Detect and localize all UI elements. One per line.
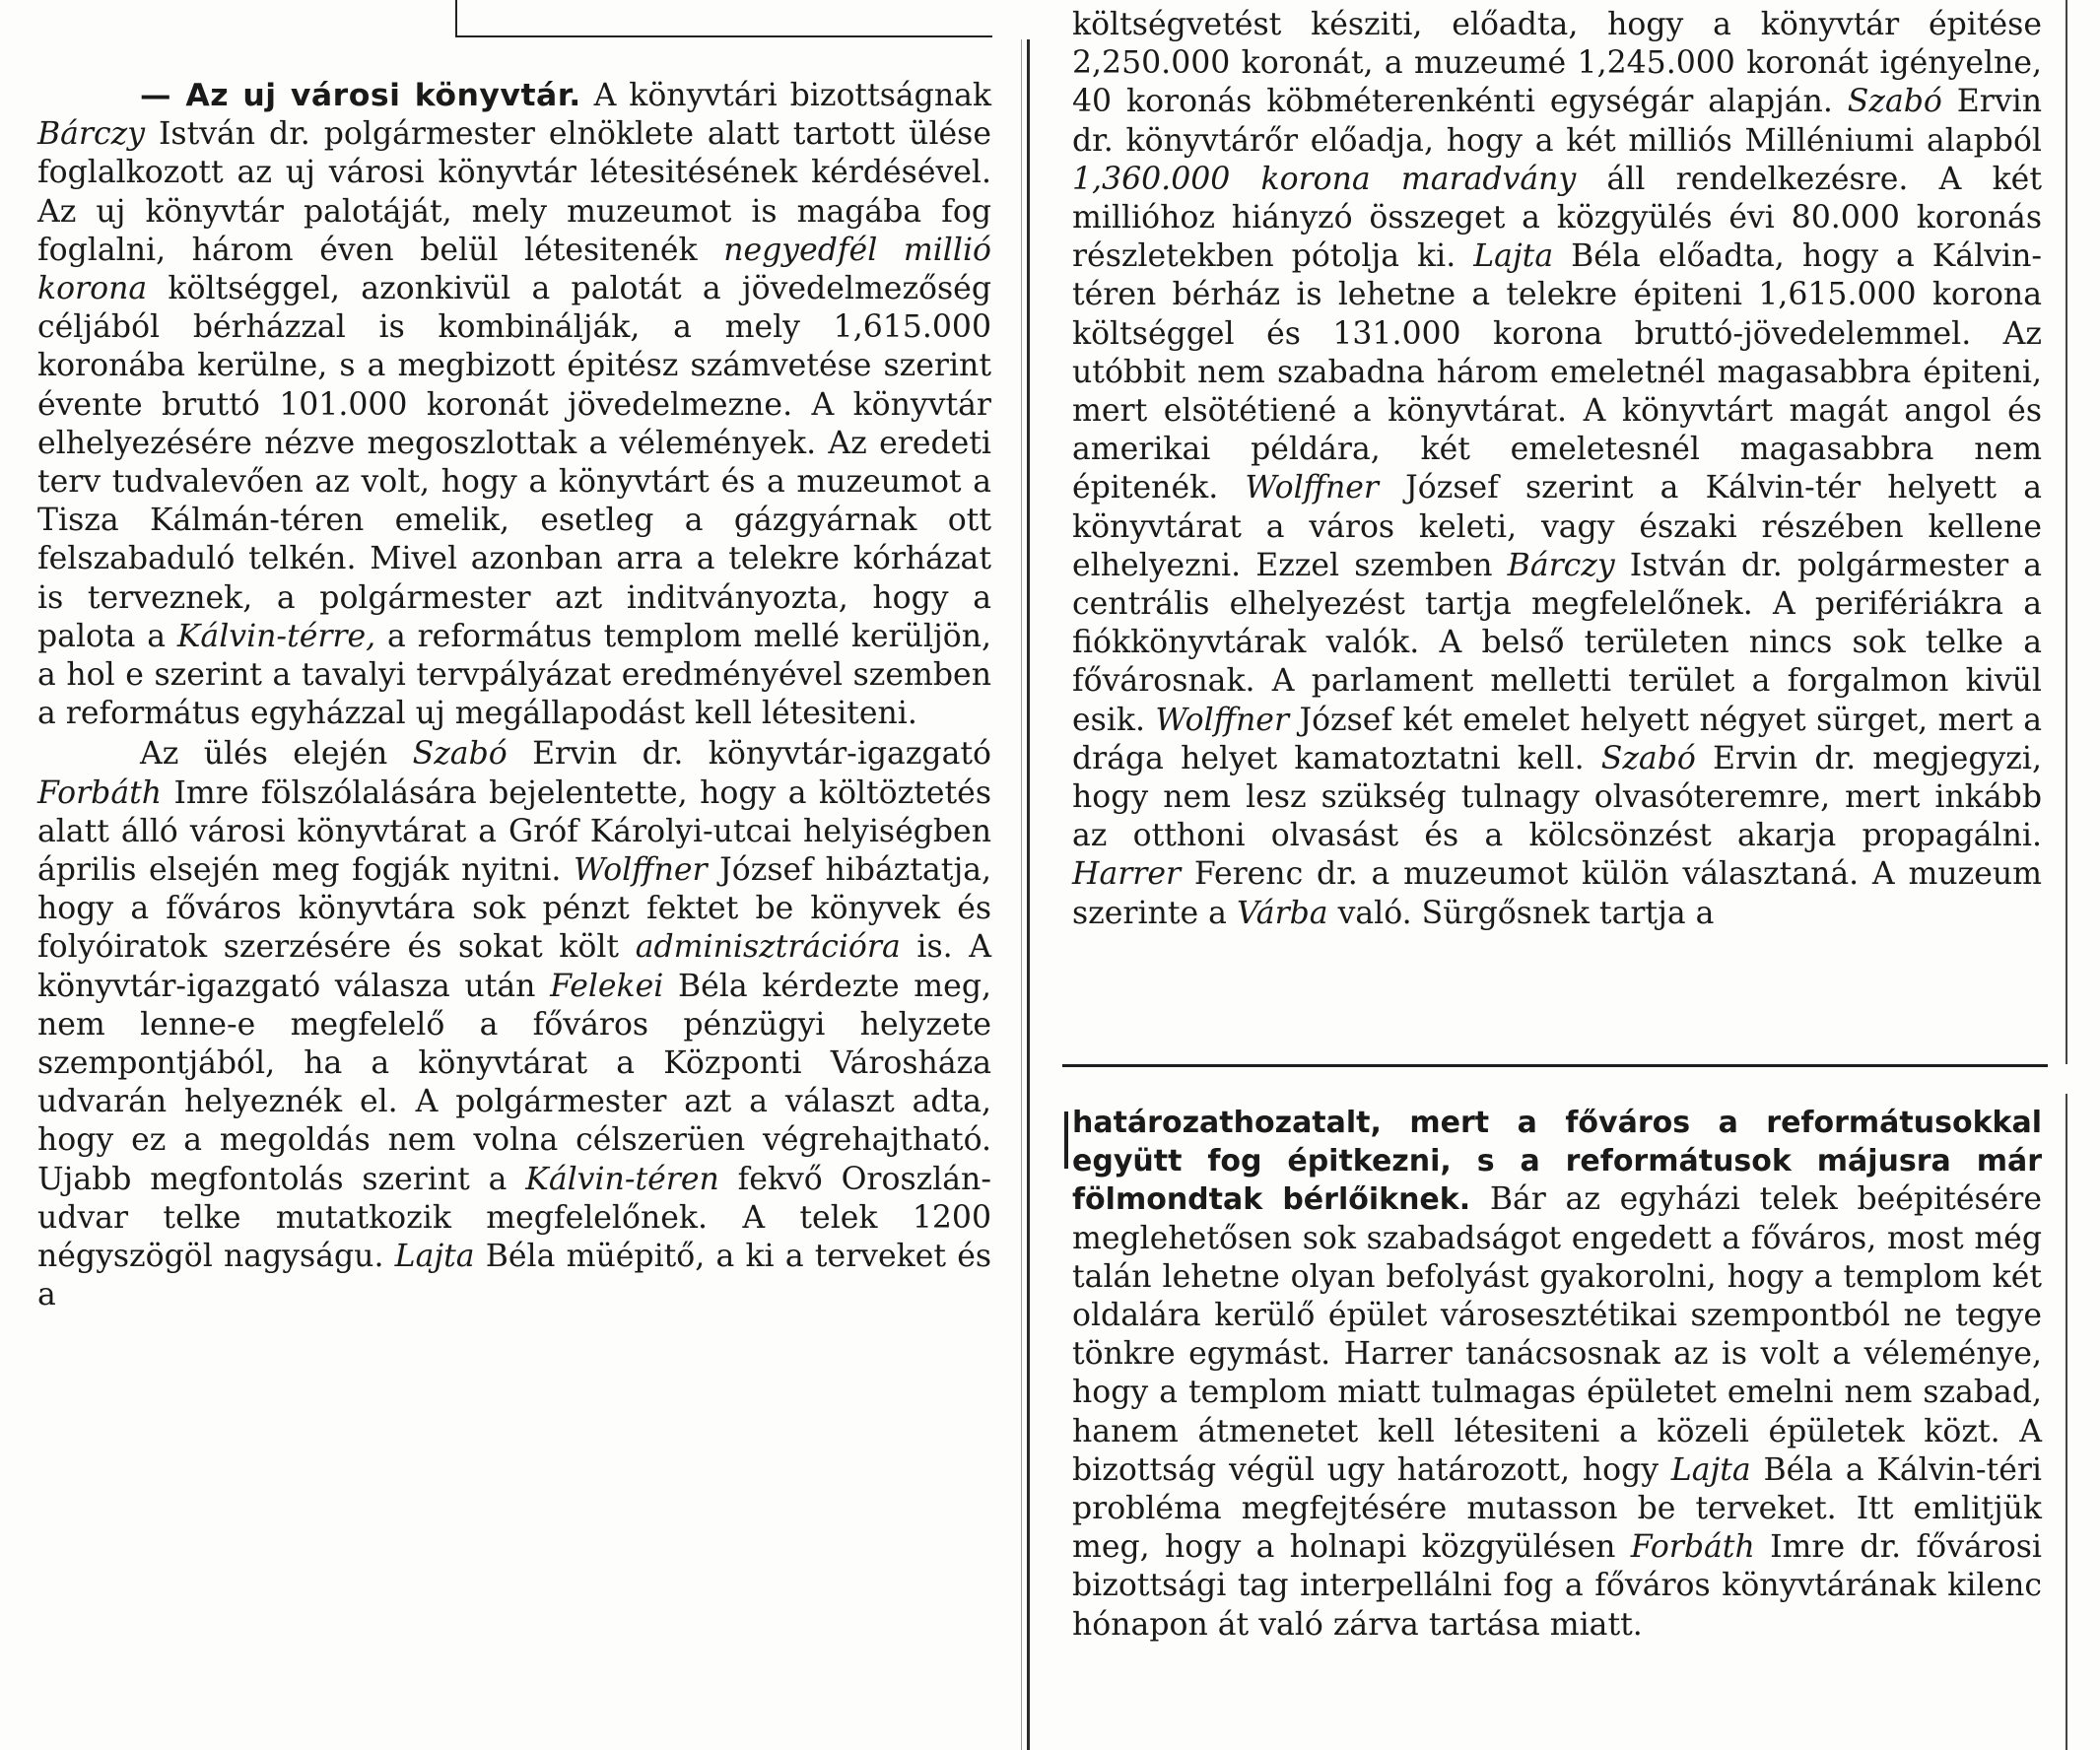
italic-run: Forbáth [1630,1529,1755,1566]
italic-run: Harrer [1072,856,1182,893]
text-run: való. Sürgősnek tartja a [1327,895,1715,931]
text-run: Ervin dr. könyvtár-igazgató [507,736,992,773]
paragraph-3-body [1072,7,2042,931]
article-left-column [37,77,991,1315]
bold-run: határozathozatalt, mert a főváros a reformátusokkal együtt fog épitkezni, s a reformátusok májusra már fölmondtak bérlőiknek. [1072,1106,2042,1218]
text-run: áll rendelkezésre. A két millióhoz hiányzó összeget a közgyülés évi 80.000 koronás részletekben pótolja ki. [1072,161,2042,275]
text-run: Béla előadta, hogy a Kálvin-téren bérház is lehetne a telekre épiteni 1,615.000 korona költséggel és 131.000 korona bruttó-jövedelemmel. Az utóbbit nem szabadna három emeletnél magasabbra épiteni, mert elsötétiené a könyvtárat. A könyvtárt magát angol és amerikai példára, két emeletesnél magasabbra nem épitenék. [1072,238,2042,506]
article-right-column-top [1072,6,2042,933]
right-edge-rule-lower [2066,1094,2067,1750]
italic-run: Szabó [1847,84,1942,120]
column-divider-inner [1021,39,1022,1750]
text-run: Ervin dr. megjegyzi, hogy nem lesz szükség tulnagy olvasóteremre, mert inkább az otthoni olvasást és a kölcsönzést akarja propagálni. [1072,740,2042,854]
article-paragraph-3 [1072,6,2042,933]
text-run: István dr. polgármester elnöklete alatt tartott ülése foglalkozott az uj városi könyvtár létesitésének kérdésével. Az uj könyvtár palotáját, mely muzeumot is magába fog foglalni, három éven belül létesitenék [37,116,991,268]
text-run: Ferenc dr. a muzeumot külön választaná. A muzeum szerinte a [1072,856,2042,931]
italic-run: Forbáth [37,774,163,811]
italic-run: Bárczy [37,116,146,153]
italic-run: Kálvin-térre, [176,618,376,654]
column-divider [1027,39,1030,1750]
text-run: József hibáztatja, hogy a főváros könyvtára sok pénzt fektet be könyvek és folyóiratok szerzésére és sokat költ [37,852,991,966]
text-run: József szerint a Kálvin-tér helyett a könyvtárat a város keleti, vagy északi részében kellene elhelyezni. Ezzel szemben [1072,470,2042,583]
section-rule [1062,1064,2048,1067]
text-run: Béla a Kálvin-téri probléma megfejtésére mutasson be terveket. Itt emlitjük meg, hogy a holnapi közgyülésen [1072,1451,2042,1566]
text-run: is. A könyvtár-igazgató válasza után [37,929,991,1004]
article-paragraph-2 [37,735,991,1314]
paragraph-2-body [37,736,991,1312]
text-run: A könyvtári bizottságnak [580,78,992,113]
italic-run: Bárczy [1507,547,1615,583]
text-run: Béla kérdezte meg, nem lenne-e megfelelő a főváros pénzügyi helyzete szempontjából, ha a könyvtárat a Központi Városháza udvarán helyeznék el. A polgármester azt a választ adta, hogy ez a megoldás nem volna célszerüen végrehajtható. Ujabb megfontolás szerint a [37,968,991,1197]
text-run: István dr. polgármester a centrális elhelyezést tartja megfelelőnek. A perifériákra a fiókkönyvtárak valók. A belső területen nincs sok telke a fővárosnak. A parlament melletti terület a forgalmon kivül esik. [1072,547,2042,738]
text-run: Ervin dr. könyvtárőr előadja, hogy a két milliós Milléniumi alapból [1072,84,2042,159]
article-paragraph-1 [37,77,991,733]
italic-run: Wolffner [573,852,708,889]
section-left-bar [1064,1111,1068,1169]
italic-run: Várba [1236,895,1328,931]
article-paragraph-4 [1072,1104,2042,1645]
top-frame-rule [455,0,457,37]
text-run: költségvetést késziti, előadta, hogy a könyvtár épitése 2,250.000 koronát, a muzeumé 1,245.000 koronát igényelne, 40 koronás köbméterenkénti egységár alapján. [1072,7,2042,120]
text-run: fekvő Oroszlán-udvar telke mutatkozik megfelelőnek. A telek 1200 négyszögöl nagyságu. [37,1161,991,1275]
text-run: Béla müépitő, a ki a terveket és a [37,1239,991,1313]
text-run: Imre fölszólalására bejelentette, hogy a költöztetés alatt álló városi könyvtárat a Gróf Károlyi-utcai helyiségben április elsején meg fogják nyitni. [37,774,991,889]
italic-run: Lajta [394,1239,475,1275]
text-run: Imre dr. fővárosi bizottsági tag interpellálni fog a főváros könyvtárának kilenc hónapon át való zárva tartása miatt. [1072,1529,2042,1643]
italic-run: Lajta [1473,238,1554,275]
top-frame-rule-horizontal [455,35,992,37]
right-edge-rule [2066,0,2067,1064]
text-run: Az ülés elején [140,736,413,773]
italic-run: Szabó [412,736,508,773]
italic-run: Lajta [1670,1451,1751,1488]
italic-run: negyedfél millió korona [37,232,991,307]
italic-run: Kálvin-téren [525,1161,719,1197]
article-right-column-bottom [1072,1104,2042,1645]
paragraph-4-body [1072,1105,2042,1643]
italic-run: Szabó [1600,740,1696,776]
italic-run: adminisztrációra [635,929,901,966]
article-headline: — Az uj városi könyvtár. [140,78,581,113]
text-run: József két emelet helyett négyet sürget, mert a drága helyet kamatoztatni kell. [1072,702,2042,776]
italic-run: Felekei [550,968,664,1004]
text-run: a református templom mellé kerüljön, a hol e szerint a tavalyi tervpályázat eredményével szemben a református egyházzal uj megállapodást kell létesiteni. [37,618,991,732]
paragraph-1-body [37,78,991,731]
text-run: Bár az egyházi telek beépitésére meglehetősen sok szabadságot engedett a főváros, most még talán lehetne olyan befolyást gyakorolni, hogy a templom két oldalára kerülő épület városesztétikai szempontból ne tegye tönkre egymást. Harrer tanácsosnak az is volt a véleménye, hogy a templom miatt tulmagas épületet emelni nem szabad, hanem átmenetet kell létesiteni a közeli épületek közt. A bizottság végül ugy határozott, hogy [1072,1181,2042,1488]
italic-run: Wolffner [1245,470,1379,506]
text-run: költséggel, azonkivül a palotát a jövedelmezőség céljából bérházzal is kombinálják, a mely 1,615.000 koronába kerülne, s a megbizott épitész számvetése szerint évente bruttó 101.000 koronát jövedelmezne. A könyvtár elhelyezésére nézve megoszlottak a vélemények. Az eredeti terv tudvalevően az volt, hogy a könyvtárt és a muzeumot a Tisza Kálmán-téren emelik, esetleg a gázgyárnak ott felszabaduló telkén. Mivel azonban arra a telekre kórházat is terveznek, a polgármester azt inditványozta, hogy a palota a [37,271,991,654]
italic-run: 1,360.000 korona maradvány [1072,161,1577,197]
italic-run: Wolffner [1155,702,1290,738]
